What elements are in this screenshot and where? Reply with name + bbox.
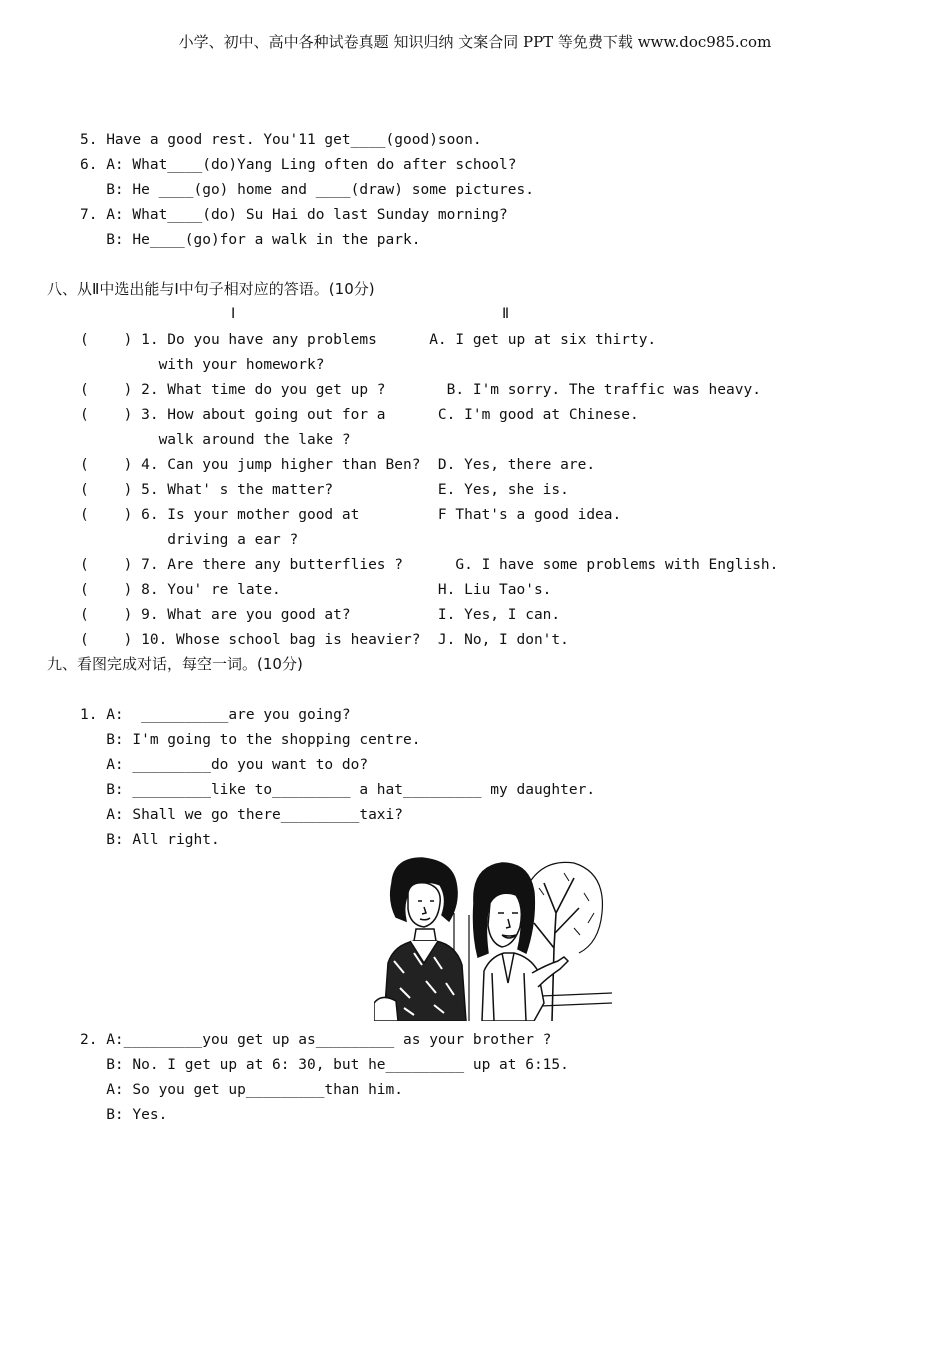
question-line: B: He ____(go) home and ____(draw) some pictures. (80, 182, 534, 198)
dialog-line: 2. A:_________you get up as_________ as your brother ? (80, 1032, 552, 1048)
dialog-line: B: Yes. (80, 1107, 168, 1123)
question-line: 5. Have a good rest. You'11 get____(good)soon. (80, 132, 482, 148)
matching-line: ( ) 9. What are you good at? I. Yes, I can. (80, 607, 561, 623)
matching-line: ( ) 6. Is your mother good at F That's a good idea. (80, 507, 622, 523)
matching-line: with your homework? (80, 357, 325, 373)
question-line: B: He____(go)for a walk in the park. (80, 232, 421, 248)
dialog-line: A: _________do you want to do? (80, 757, 369, 773)
matching-line: ( ) 1. Do you have any problems A. I get up at six thirty. (80, 332, 657, 348)
matching-line: walk around the lake ? (80, 432, 351, 448)
dialog-line: B: All right. (80, 832, 220, 848)
matching-line: ( ) 8. You' re late. H. Liu Tao's. (80, 582, 552, 598)
dialog-line: 1. A: __________are you going? (80, 707, 351, 723)
matching-line: ( ) 10. Whose school bag is heavier? J. No, I don't. (80, 632, 569, 648)
matching-line: ( ) 2. What time do you get up ? B. I'm sorry. The traffic was heavy. (80, 382, 761, 398)
dialog-line: A: So you get up_________than him. (80, 1082, 404, 1098)
column-header-1: Ⅰ (231, 306, 236, 322)
dialog-line: B: I'm going to the shopping centre. (80, 732, 421, 748)
matching-line: ( ) 4. Can you jump higher than Ben? D. Yes, there are. (80, 457, 596, 473)
matching-line: ( ) 5. What' s the matter? E. Yes, she is. (80, 482, 569, 498)
matching-line: ( ) 3. How about going out for a C. I'm good at Chinese. (80, 407, 639, 423)
question-line: 6. A: What____(do)Yang Ling often do after school? (80, 157, 517, 173)
section-title: 九、看图完成对话，每空一词。(10分) (47, 655, 303, 673)
section-title: 八、从Ⅱ中选出能与Ⅰ中句子相对应的答语。(10分) (47, 280, 375, 298)
page-header: 小学、初中、高中各种试卷真题 知识归纳 文案合同 PPT 等免费下载 www.doc985.com (178, 33, 772, 51)
illustration-two-women (374, 853, 612, 1021)
column-header-2: Ⅱ (502, 306, 510, 322)
dialog-line: B: _________like to_________ a hat_________ my daughter. (80, 782, 596, 798)
question-line: 7. A: What____(do) Su Hai do last Sunday morning? (80, 207, 508, 223)
dialog-line: B: No. I get up at 6: 30, but he_________ up at 6:15. (80, 1057, 569, 1073)
matching-line: ( ) 7. Are there any butterflies ? G. I have some problems with English. (80, 557, 779, 573)
dialog-line: A: Shall we go there_________taxi? (80, 807, 404, 823)
matching-line: driving a ear ? (80, 532, 299, 548)
